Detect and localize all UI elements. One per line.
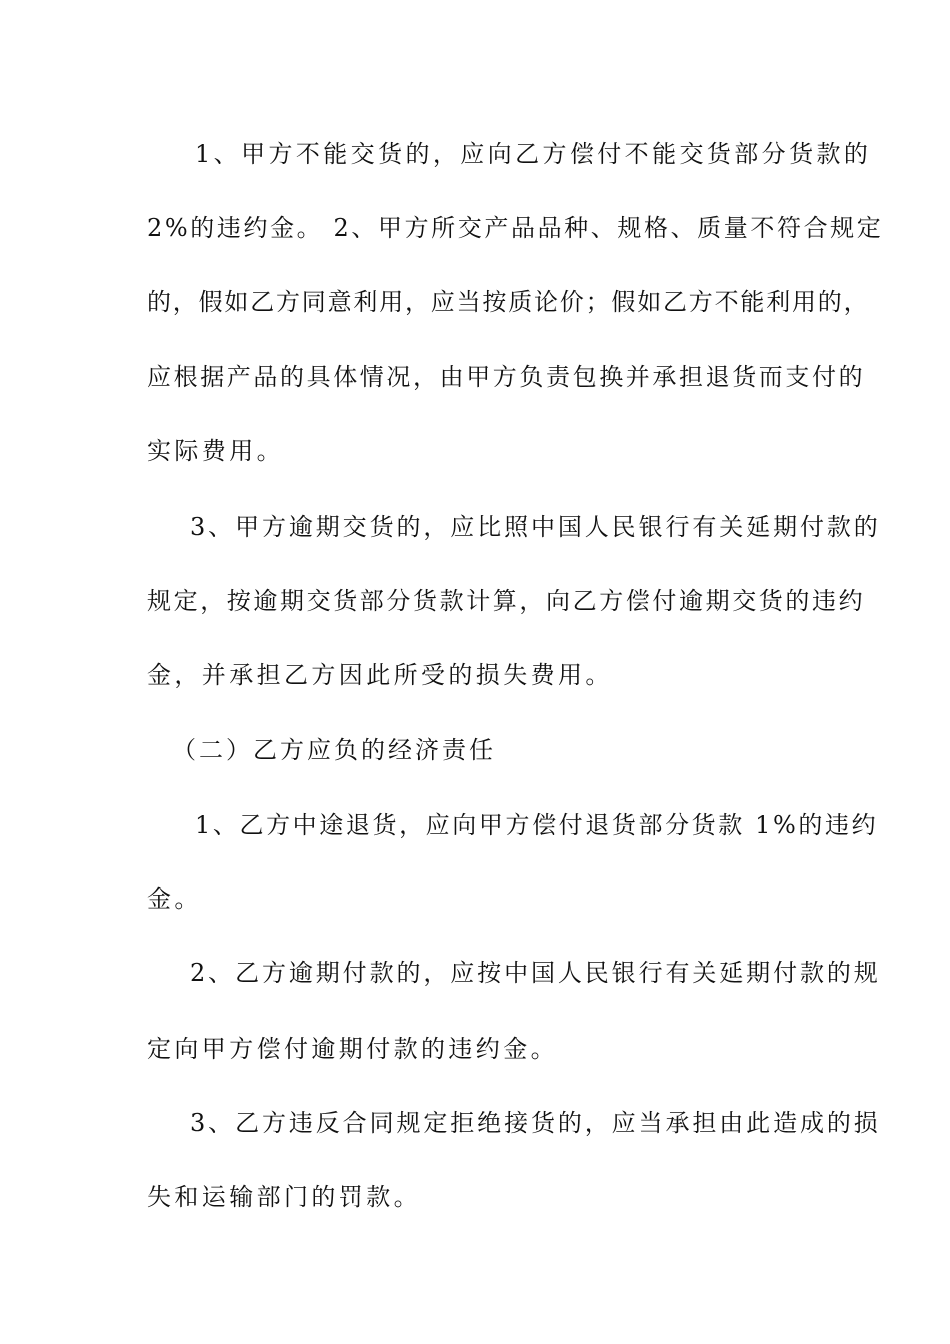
- section-heading: （二）乙方应负的经济责任: [172, 736, 496, 764]
- paragraph-line: 3、甲方逾期交货的，应比照中国人民银行有关延期付款的: [190, 513, 881, 541]
- paragraph-line: 应根据产品的具体情况，由甲方负责包换并承担退货而支付的: [147, 363, 866, 391]
- paragraph-line: 的，假如乙方同意利用，应当按质论价；假如乙方不能利用的，: [147, 288, 870, 316]
- paragraph-line: 2%的违约金。 2、甲方所交产品品种、规格、质量不符合规定: [147, 214, 884, 242]
- paragraph-line: 3、乙方违反合同规定拒绝接货的，应当承担由此造成的损: [190, 1109, 881, 1137]
- paragraph-line: 定向甲方偿付逾期付款的违约金。: [147, 1035, 558, 1063]
- paragraph-line: 失和运输部门的罚款。: [147, 1183, 421, 1211]
- paragraph-line: 金，并承担乙方因此所受的损失费用。: [147, 661, 613, 689]
- paragraph-line: 金。: [147, 885, 202, 913]
- paragraph-line: 1、甲方不能交货的，应向乙方偿付不能交货部分货款的: [195, 140, 872, 168]
- paragraph-line: 规定，按逾期交货部分货款计算，向乙方偿付逾期交货的违约: [147, 587, 866, 615]
- paragraph-line: 1、乙方中途退货，应向甲方偿付退货部分货款 1%的违约: [195, 811, 879, 839]
- paragraph-line: 实际费用。: [147, 437, 284, 465]
- paragraph-line: 2、乙方逾期付款的，应按中国人民银行有关延期付款的规: [190, 959, 881, 987]
